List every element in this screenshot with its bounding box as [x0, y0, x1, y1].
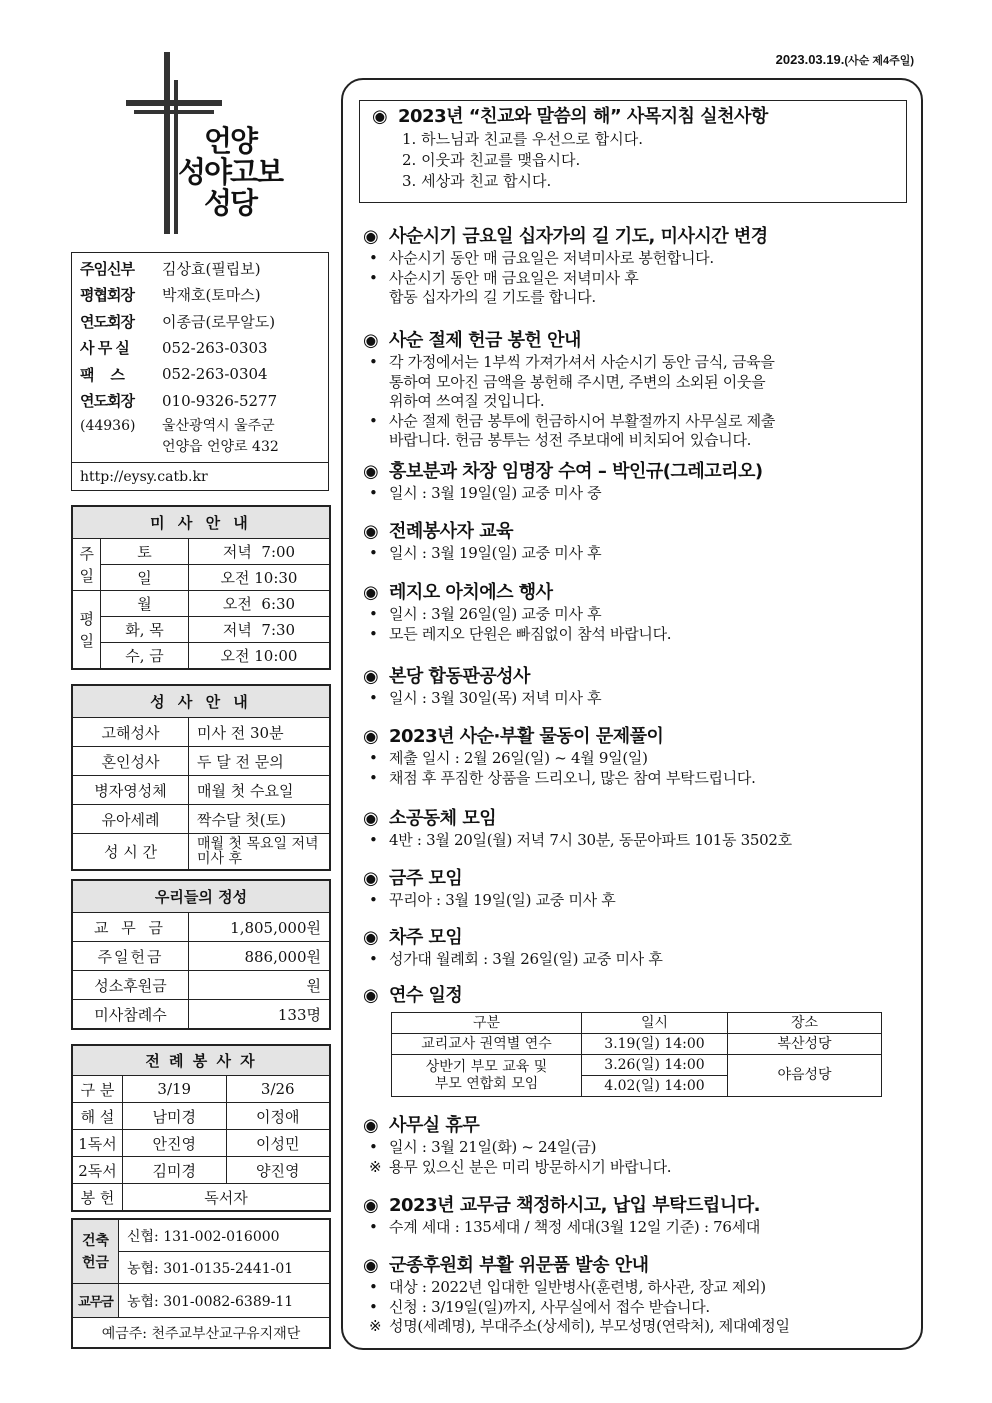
mass-title: 미 사 안 내: [73, 507, 330, 539]
sacrament-title: 성 사 안 내: [73, 686, 330, 718]
announcement-section: [363, 807, 923, 851]
section-office-closed: ◉ 사무실 휴무 • 일시 : 3월 21일(화) ~ 24일(금) ※ 용무 있으신 분은 미리 방문하시기 바랍니다.: [363, 1115, 672, 1176]
info-row: 연도회장 010-9326-5277: [80, 391, 278, 411]
section-title: ◉ 본당 합동판공성사: [363, 666, 530, 687]
building-fund-label: 건축헌금: [73, 1220, 119, 1284]
offering-summary: 우리들의 정성 교 무 금 1,805,000원 주일헌금 886,000원 성소후원금 원 미사참례수 133명: [71, 879, 331, 1030]
list-item: • 사순 절제 헌금 봉투에 헌금하시어 부활절까지 사무실로 제출: [369, 411, 776, 430]
announcement-section: [363, 329, 923, 451]
bullseye-icon: ◉: [363, 868, 379, 889]
liturgy-servers: 전 례 봉 사 자 구 분 3/19 3/26 해 설 남미경 이정애 1독서 안진영 이성민 2독서 김미경 양진영 봉 헌 독서자: [71, 1044, 331, 1212]
bullseye-icon: ◉: [372, 106, 388, 127]
address: (44936) 울산광역시 울주군 언양읍 언양로 432: [80, 418, 279, 455]
list-item: 통하여 모아진 금액을 봉헌해 주시면, 주변의 소외된 이웃을: [389, 372, 766, 391]
bulletin-date: 2023.03.19.(사순 제4주일): [775, 52, 914, 67]
info-row: 사 무 실 052-263-0303: [80, 338, 268, 358]
section-title: ◉ 금주 모임: [363, 868, 463, 889]
list-item: • 모든 레지오 단원은 빠짐없이 참석 바랍니다.: [369, 624, 672, 643]
announcements-panel: [341, 78, 923, 1350]
bullseye-icon: ◉: [363, 582, 379, 603]
section-title: ◉ 사순 절제 헌금 봉헌 안내: [363, 330, 581, 351]
cross-icon: [164, 52, 170, 234]
parish-info: [71, 252, 329, 491]
list-item: • 사순시기 동안 매 금요일은 저녁미사로 봉헌합니다.: [369, 249, 714, 267]
list-item: • 채점 후 푸짐한 상품을 드리오니, 많은 참여 부탁드립니다.: [369, 768, 756, 787]
training-table: 구분 일시 장소 교리교사 권역별 연수 3.19(일) 14:00 복산성당 상반기 부모 교육 및 부모 연합회 모임 3.26(일) 14:00 야음성당 4.02(일) 14:00: [391, 1012, 882, 1097]
section-dues: ◉ 2023년 교무금 책정하시고, 납입 부탁드립니다. • 수계 세대 : 135세대 / 책정 세대(3월 12일 기준) : 76세대: [363, 1195, 761, 1236]
bank-accounts: 건축헌금 신협: 131-002-016000 농협: 301-0135-2441-01 교무금 농협: 301-0082-6389-11 예금주: 천주교부산교구유지재단: [71, 1218, 331, 1349]
mass-schedule: 미 사 안 내 주일 토 저녁 7:00 일 오전 10:30 평일 월 오전 6:30 화, 목 저녁 7:30 수, 금 오전 10:00: [71, 505, 331, 670]
bullseye-icon: ◉: [363, 330, 379, 351]
section-title: ◉ 차주 모임: [363, 927, 463, 948]
section-title: ◉ 소공동체 모임: [363, 808, 497, 829]
announcement-section: [363, 926, 923, 970]
section-military: ◉ 군종후원회 부활 위문품 발송 안내 • 대상 : 2022년 입대한 일반병사(훈련병, 하사관, 장교 제외) • 신청 : 3/19일(일)까지, 사무실에서 접수 받습니다. ※ 성명(세례명), 부대주소(상세히), 부모성명(연락처), 제대예정일: [363, 1255, 790, 1335]
announcement-section: [363, 725, 923, 788]
announcement-section: [363, 665, 923, 709]
list-item: • 일시 : 3월 30일(목) 저녁 미사 후: [369, 689, 602, 707]
section-title: ◉ 2023년 사순·부활 물동이 문제풀이: [363, 726, 664, 747]
bullseye-icon: ◉: [363, 226, 379, 247]
list-item: • 일시 : 3월 19일(일) 교중 미사 중: [369, 484, 602, 502]
announcement-section: [363, 460, 923, 504]
list-item: • 제출 일시 : 2월 26일(일) ~ 4월 9일(일): [369, 749, 648, 767]
bullseye-icon: ◉: [363, 808, 379, 829]
bullseye-icon: ◉: [363, 666, 379, 687]
parish-name: 언양 성야고보 성당: [178, 124, 283, 220]
website-link[interactable]: http://eysy.catb.kr: [72, 462, 328, 485]
weekday-label: 평일: [73, 591, 101, 669]
announcement-section: [363, 520, 923, 564]
pastoral-guideline-box: ◉ 2023년 “친교와 말씀의 해” 사목지침 실천사항 1. 하느님과 친교를 우선으로 합시다. 2. 이웃과 친교를 맺읍시다. 3. 세상과 친교 합시다.: [359, 100, 907, 203]
list-item: • 사순시기 동안 매 금요일은 저녁미사 후: [369, 268, 639, 287]
list-item: • 각 가정에서는 1부씩 가져가셔서 사순시기 동안 금식, 금육을: [369, 353, 775, 371]
parish-logo: [118, 52, 318, 242]
list-item: • 일시 : 3월 19일(일) 교중 미사 후: [369, 544, 602, 562]
bullseye-icon: ◉: [363, 726, 379, 747]
info-row: 주임신부 김상효(필립보): [80, 259, 261, 278]
info-row: 평협회장 박재호(토마스): [80, 286, 261, 305]
list-item: 바랍니다. 헌금 봉투는 성전 주보대에 비치되어 있습니다.: [389, 431, 752, 449]
list-item: • 일시 : 3월 26일(일) 교중 미사 후: [369, 605, 602, 623]
bullseye-icon: ◉: [363, 521, 379, 542]
list-item: 합동 십자가의 길 기도를 합니다.: [389, 288, 596, 306]
section-training: ◉ 연수 일정 구분 일시 장소 교리교사 권역별 연수 3.19(일) 14:00 복산성당 상반기 부모 교육 및 부모 연합회 모임 3.26(일) 14:00 야음성당 4.02(일) 14:00: [363, 984, 923, 1097]
bullseye-icon: ◉: [363, 985, 379, 1006]
list-item: • 4반 : 3월 20일(월) 저녁 7시 30분, 동문아파트 101동 3502호: [369, 831, 792, 849]
list-item: • 꾸리아 : 3월 19일(일) 교중 미사 후: [369, 891, 616, 909]
bullseye-icon: ◉: [363, 927, 379, 948]
bullseye-icon: ◉: [363, 461, 379, 482]
section-title: ◉ 레지오 아치에스 행사: [363, 582, 553, 603]
announcement-section: [363, 581, 923, 644]
announcement-section: [363, 867, 923, 911]
section-title: ◉ 홍보분과 차장 임명장 수여 – 박인규(그레고리오): [363, 461, 763, 482]
info-row: 연도회장 이종금(로무알도): [80, 312, 276, 331]
list-item: • 성가대 월례회 : 3월 26일(일) 교중 미사 후: [369, 950, 663, 968]
info-row: 팩 스 052-263-0304: [80, 365, 268, 384]
sacrament-schedule: 성 사 안 내 고해성사 미사 전 30분 혼인성사 두 달 전 문의 병자영성체 매월 첫 수요일 유아세례 짝수달 첫(토) 성 시 간 매월 첫 목요일 저녁미사 후: [71, 684, 331, 871]
announcement-section: [363, 225, 923, 308]
section-title: ◉ 전례봉사자 교육: [363, 521, 513, 542]
sunday-label: 주일: [73, 539, 101, 591]
list-item: 위하여 쓰여질 것입니다.: [389, 392, 545, 410]
section-title: ◉ 사순시기 금요일 십자가의 길 기도, 미사시간 변경: [363, 226, 768, 247]
